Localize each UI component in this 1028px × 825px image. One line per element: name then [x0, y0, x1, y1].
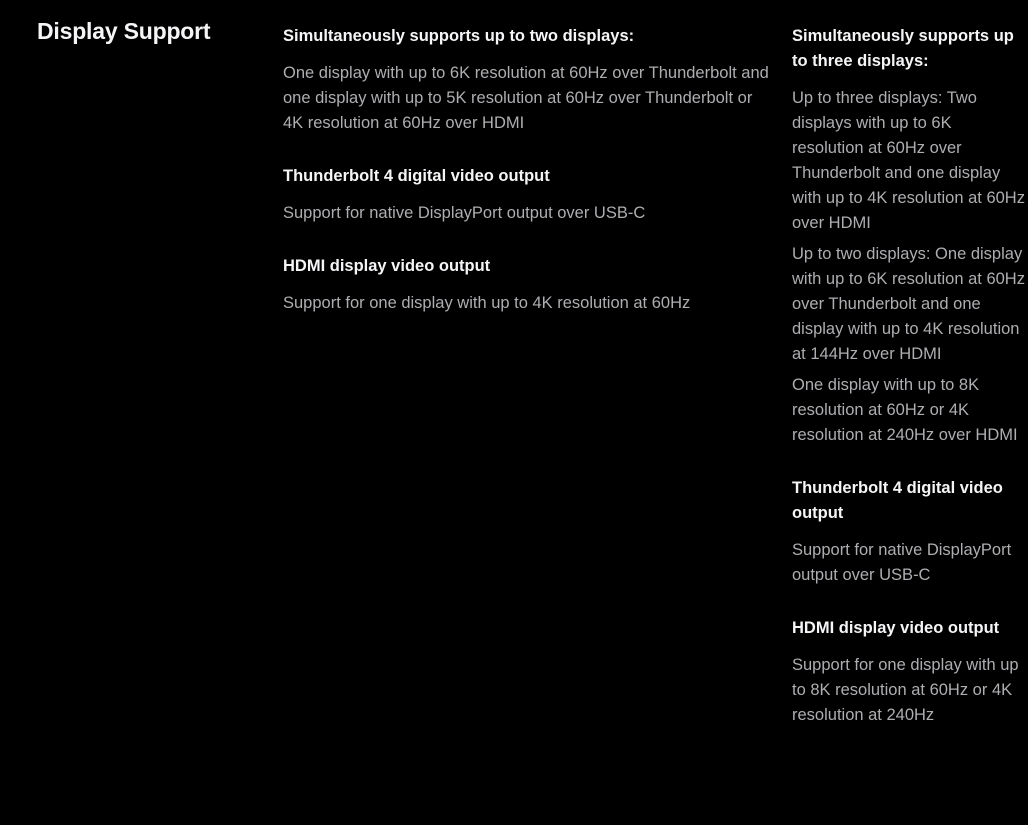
spec-text: Up to two displays: One display with up to 6K resolution at 60Hz over Thunderbolt and one display with up to 4K resolution at 144Hz over HDMI — [792, 245, 1025, 363]
spec-heading: Thunderbolt 4 digital video output — [792, 479, 1003, 522]
spec-group-simultaneous-displays — [792, 24, 1026, 448]
spec-heading: HDMI display video output — [792, 619, 1000, 637]
spec-text: One display with up to 6K resolution at 60Hz over Thunderbolt and one display with up to 5K resolution at 60Hz over Thunderbolt or 4K resolution at 60Hz over HDMI — [283, 64, 769, 132]
spec-text: Support for one display with up to 4K resolution at 60Hz — [283, 294, 691, 312]
spec-text: One display with up to 8K resolution at 60Hz or 4K resolution at 240Hz over HDMI — [792, 376, 1018, 444]
spec-column-left — [283, 24, 773, 344]
spec-group-simultaneous-displays — [283, 24, 773, 136]
spec-text: Support for native DisplayPort output over USB-C — [283, 204, 646, 222]
spec-heading: HDMI display video output — [283, 257, 491, 275]
spec-heading: Simultaneously supports up to two displays: — [283, 27, 635, 45]
spec-group-hdmi-output — [792, 616, 1026, 728]
spec-heading: Simultaneously supports up to three displays: — [792, 27, 1014, 70]
section-title: Display Support — [37, 18, 211, 44]
spec-heading: Thunderbolt 4 digital video output — [283, 167, 550, 185]
spec-text: Support for one display with up to 8K resolution at 60Hz or 4K resolution at 240Hz — [792, 656, 1019, 724]
spec-group-hdmi-output — [283, 254, 773, 316]
spec-column-right — [792, 24, 1026, 756]
spec-text: Up to three displays: Two displays with up to 6K resolution at 60Hz over Thunderbolt and one display with up to 4K resolution at 60Hz over HDMI — [792, 89, 1025, 232]
spec-group-thunderbolt-output — [792, 476, 1026, 588]
spec-group-thunderbolt-output — [283, 164, 773, 226]
spec-text: Support for native DisplayPort output over USB-C — [792, 541, 1012, 584]
